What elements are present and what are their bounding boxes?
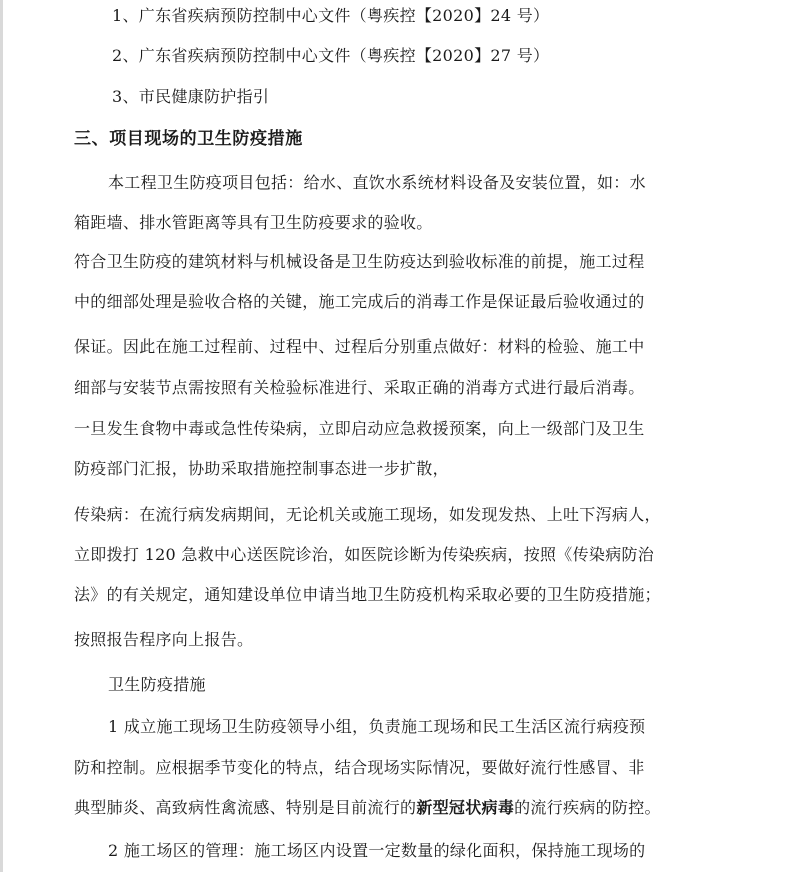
paragraph-line: 立即拨打 120 急救中心送医院诊治，如医院诊断为传染疾病，按照《传染病防治 xyxy=(74,545,655,564)
paragraph-line: 本工程卫生防疫项目包括：给水、直饮水系统材料设备及安装位置，如：水 xyxy=(108,173,646,192)
paragraph-line: 法》的有关规定，通知建设单位申请当地卫生防疫机构采取必要的卫生防疫措施； xyxy=(74,585,661,604)
subheading: 卫生防疫措施 xyxy=(108,675,206,694)
paragraph-line: 符合卫生防疫的建筑材料与机械设备是卫生防疫达到验收标准的前提，施工过程 xyxy=(74,252,645,271)
text-run: 的流行疾病的防控。 xyxy=(514,798,661,817)
text-run: 典型肺炎、高致病性禽流感、特别是目前流行的 xyxy=(74,798,417,817)
paragraph-line: 保证。因此在施工过程前、过程中、过程后分别重点做好：材料的检验、施工中 xyxy=(74,337,645,356)
reference-item: 1、广东省疾病预防控制中心文件（粤疾控【2020】24 号） xyxy=(112,6,550,25)
paragraph-line: 一旦发生食物中毒或急性传染病，立即启动应急救援预案，向上一级部门及卫生 xyxy=(74,419,645,438)
section-heading: 三、项目现场的卫生防疫措施 xyxy=(74,129,303,149)
paragraph-line: 1 成立施工现场卫生防疫领导小组，负责施工现场和民工生活区流行病疫预 xyxy=(108,717,646,736)
paragraph-line: 箱距墙、排水管距离等具有卫生防疫要求的验收。 xyxy=(74,213,433,232)
paragraph-line: 传染病：在流行病发病期间，无论机关或施工现场，如发现发热、上吐下泻病人， xyxy=(74,505,661,524)
reference-item: 3、市民健康防护指引 xyxy=(112,87,270,106)
paragraph-line: 2 施工场区的管理：施工场区内设置一定数量的绿化面积，保持施工现场的 xyxy=(108,841,646,860)
paragraph-line: 中的细部处理是验收合格的关键，施工完成后的消毒工作是保证最后验收通过的 xyxy=(74,292,645,311)
reference-item: 2、广东省疾病预防控制中心文件（粤疾控【2020】27 号） xyxy=(112,46,550,65)
paragraph-line: 防疫部门汇报，协助采取措施控制事态进一步扩散， xyxy=(74,459,449,478)
paragraph-line xyxy=(74,797,661,819)
bold-text-run: 新型冠状病毒 xyxy=(416,798,515,817)
paragraph-line: 防和控制。应根据季节变化的特点，结合现场实际情况，要做好流行性感冒、非 xyxy=(74,758,645,777)
paragraph-line: 细部与安装节点需按照有关检验标准进行、采取正确的消毒方式进行最后消毒。 xyxy=(74,378,645,397)
page-left-edge xyxy=(0,0,3,872)
paragraph-line: 按照报告程序向上报告。 xyxy=(74,630,254,649)
